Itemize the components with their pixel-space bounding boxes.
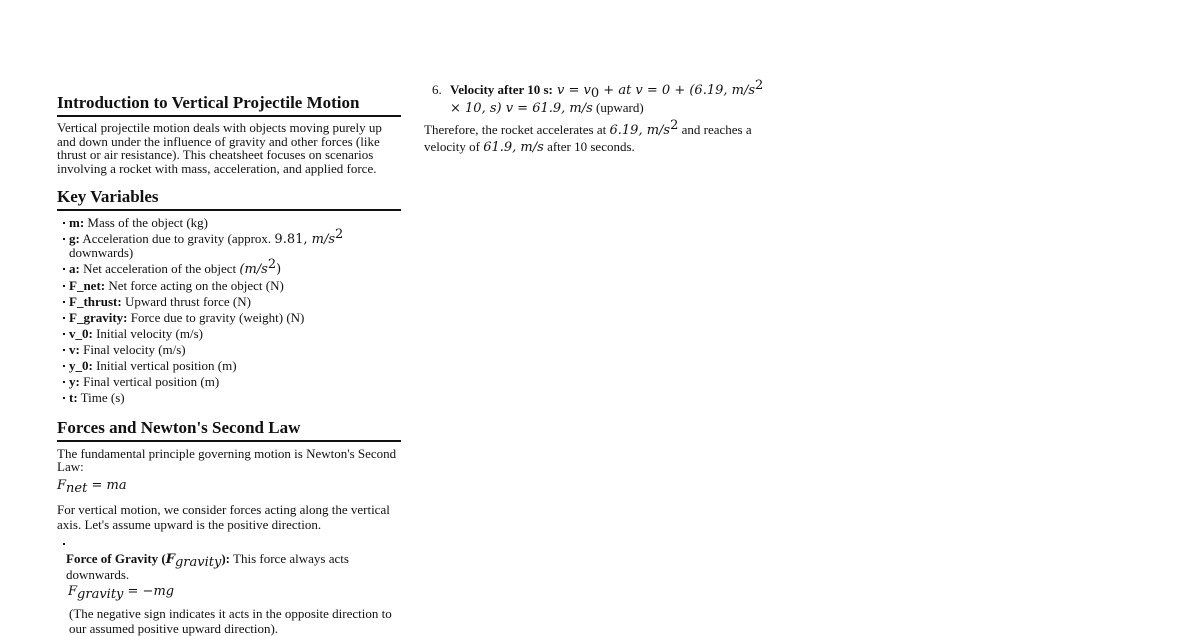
variable-desc: Mass of the object (kg) bbox=[84, 215, 209, 230]
key-variables-list bbox=[57, 216, 401, 407]
eq-rhs: = −mg bbox=[123, 584, 175, 599]
eq-force-symbol: F bbox=[57, 478, 67, 493]
heading-forces: Forces and Newton's Second Law bbox=[57, 418, 401, 442]
gravity-force-title bbox=[66, 551, 396, 582]
conclusion-mid: and reaches a velocity of bbox=[424, 122, 752, 154]
list-item bbox=[57, 391, 401, 404]
variable-term: m: bbox=[69, 215, 85, 230]
newton-second-law-equation bbox=[57, 478, 127, 496]
variable-desc: Initial vertical position (m) bbox=[92, 358, 237, 373]
eq-part-b: + at v = 0 + (6.19, m/s bbox=[599, 83, 756, 98]
variable-term: F_gravity: bbox=[69, 310, 128, 325]
list-item bbox=[57, 343, 401, 356]
list-item bbox=[57, 227, 401, 260]
variable-term: y: bbox=[69, 374, 80, 389]
variable-term: y_0: bbox=[69, 358, 93, 373]
variable-term: v: bbox=[69, 342, 80, 357]
conclusion-accel: 6.19, m/s bbox=[609, 123, 671, 138]
gravity-label-pre: Force of Gravity ( bbox=[66, 551, 166, 566]
gravity-label-math: F bbox=[165, 552, 175, 567]
variable-desc: Net force acting on the object (N) bbox=[105, 278, 284, 293]
list-item bbox=[57, 311, 401, 324]
variable-term: a: bbox=[69, 261, 80, 276]
eq-subscript: gravity bbox=[77, 587, 124, 602]
eq-part-c: × 10, s) v = 61.9, m/s bbox=[450, 101, 593, 116]
math-close: ) bbox=[276, 262, 282, 277]
list-item bbox=[57, 257, 401, 277]
step-label: Velocity after 10 s: bbox=[450, 82, 553, 97]
eq-sub: 0 bbox=[590, 86, 600, 101]
list-item bbox=[57, 279, 401, 292]
vertical-motion-paragraph: For vertical motion, we consider forces acting along the vertical axis. Let's assume upward is the positive direction. bbox=[57, 502, 390, 532]
step-number: 6. bbox=[432, 82, 442, 97]
variable-term: t: bbox=[69, 390, 78, 405]
math-exponent: 2 bbox=[267, 257, 277, 272]
eq-sup: 2 bbox=[755, 78, 764, 93]
gravity-equation bbox=[68, 584, 175, 602]
gravity-desc: This force always acts downwards. bbox=[66, 551, 349, 582]
math-unit: m/s bbox=[311, 232, 336, 247]
conclusion-post: after 10 seconds. bbox=[543, 139, 635, 154]
math-value: 9.81, bbox=[274, 232, 312, 247]
gravity-label-post: ): bbox=[221, 551, 231, 566]
conclusion-pre: Therefore, the rocket accelerates at bbox=[424, 122, 610, 137]
variable-term: g: bbox=[69, 231, 80, 246]
variable-desc: Initial velocity (m/s) bbox=[92, 326, 203, 341]
variable-term: F_thrust: bbox=[69, 294, 122, 309]
gravity-note: (The negative sign indicates it acts in the opposite direction to our assumed positive upward direction). bbox=[69, 606, 392, 636]
list-item bbox=[57, 359, 401, 372]
gravity-label-sub: gravity bbox=[174, 555, 222, 570]
section-forces bbox=[57, 418, 401, 442]
conclusion-paragraph bbox=[424, 118, 768, 156]
list-item bbox=[57, 375, 401, 388]
math-exponent: 2 bbox=[335, 227, 344, 242]
section-key-variables bbox=[57, 187, 401, 211]
bullet-marker bbox=[63, 543, 65, 545]
list-item bbox=[57, 327, 401, 340]
variable-desc: Time (s) bbox=[77, 390, 125, 405]
variable-desc: Final vertical position (m) bbox=[79, 374, 220, 389]
variable-desc-cont: downwards) bbox=[69, 245, 134, 260]
eq-rhs: = ma bbox=[87, 478, 127, 493]
list-item bbox=[57, 216, 401, 229]
variable-desc: Upward thrust force (N) bbox=[121, 294, 251, 309]
conclusion-velocity: 61.9, m/s bbox=[483, 140, 544, 155]
step-suffix: (upward) bbox=[592, 100, 644, 115]
newton-intro-paragraph: The fundamental principle governing motion is Newton's Second Law: bbox=[57, 446, 397, 474]
heading-introduction: Introduction to Vertical Projectile Motion bbox=[57, 93, 401, 117]
eq-subscript: net bbox=[66, 481, 88, 496]
conclusion-accel-sup: 2 bbox=[670, 118, 679, 133]
variable-desc: Acceleration due to gravity (approx. bbox=[79, 231, 275, 246]
eq-force-symbol: F bbox=[68, 584, 78, 599]
variable-desc: Force due to gravity (weight) (N) bbox=[127, 310, 305, 325]
section-introduction bbox=[57, 93, 401, 117]
step-body bbox=[450, 78, 770, 117]
heading-key-variables: Key Variables bbox=[57, 187, 401, 211]
variable-desc: Net acceleration of the object bbox=[79, 261, 240, 276]
variable-term: v_0: bbox=[69, 326, 93, 341]
variable-desc: Final velocity (m/s) bbox=[79, 342, 186, 357]
eq-part-a: v = v bbox=[552, 83, 591, 98]
variable-term: F_net: bbox=[69, 278, 106, 293]
list-item bbox=[57, 295, 401, 308]
intro-paragraph: Vertical projectile motion deals with objects moving purely up and down under the influence of gravity and other forces (like thrust or air resistance). This cheatsheet focuses on scenarios involving a rocket with mass, acceleration, and applied force. bbox=[57, 120, 382, 176]
math-unit: (m/s bbox=[239, 262, 268, 277]
